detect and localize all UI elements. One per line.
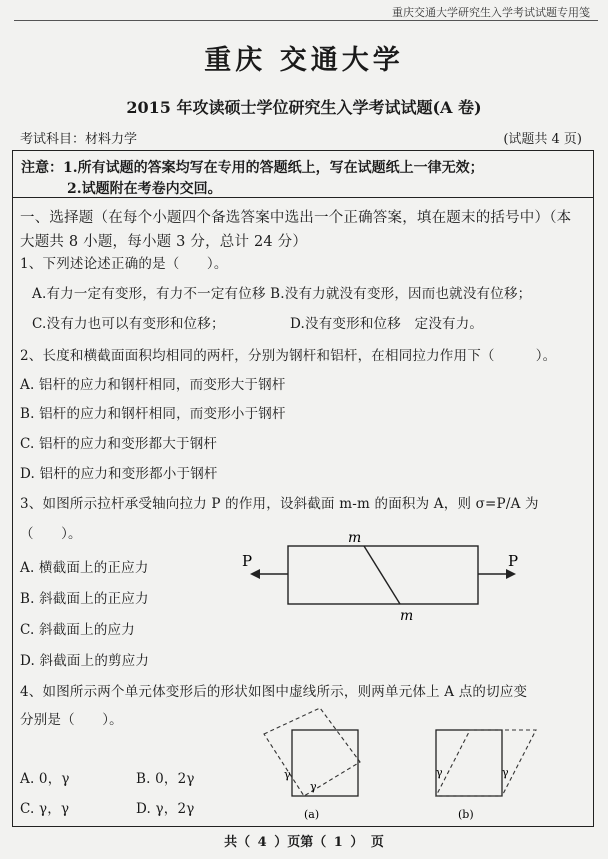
exam-subject: 考试科目：材料力学: [20, 132, 138, 147]
q4-stem-2: 分别是（ ）。: [20, 712, 123, 728]
right-load-arrow: [478, 569, 516, 579]
bar-body: [288, 546, 478, 604]
q3-option-c: C. 斜截面上的应力: [20, 622, 135, 638]
section-heading-1: 一、选择题（在每个小题四个备选答案中选出一个正确答案，填在题末的括号中）（本: [20, 210, 572, 226]
element-b: [436, 730, 536, 821]
q2-option-d: D. 铝杆的应力和变形都小于钢杆: [20, 466, 218, 482]
q1-option-c: C.没有力也可以有变形和位移；: [32, 316, 225, 332]
q1-option-d: D.没有变形和位移 定没有力。: [290, 316, 484, 332]
q4-option-a: A. 0，γ: [20, 771, 70, 787]
page-footer: 共（ 4 ）页第（ 1 ） 页: [224, 835, 384, 850]
q4-option-c: C. γ，γ: [20, 801, 70, 817]
section-label-bottom: m: [400, 608, 414, 624]
section-label-top: m: [348, 530, 362, 546]
header-note: 重庆交通大学研究生入学考试试题专用笺: [392, 6, 590, 19]
element-a-gamma-left: γ: [284, 768, 291, 781]
notice-line-2: 2.试题附在考卷内交回。: [67, 181, 222, 197]
oblique-section-line: [364, 546, 400, 604]
page-count: (试题共 4 页): [503, 132, 582, 147]
q2-option-c: C. 铝杆的应力和变形都大于钢杆: [20, 436, 218, 452]
figure-b-label: (b): [458, 808, 474, 821]
q4-option-b: B. 0，2γ: [136, 771, 195, 787]
q4-option-d: D. γ，2γ: [136, 801, 195, 817]
left-load-label: P: [242, 552, 253, 570]
q3-option-b: B. 斜截面上的正应力: [20, 591, 149, 607]
q3-tension-bar-figure: [240, 528, 530, 628]
university-title: 重庆 交通大学: [204, 45, 404, 76]
element-b-deformed-shape: [436, 730, 536, 796]
q3-stem-1: 3、如图所示拉杆承受轴向拉力 P 的作用，设斜截面 m-m 的面积为 A，则 σ=P/A 为: [20, 496, 539, 512]
right-load-label: P: [508, 552, 519, 570]
figure-a-label: (a): [304, 808, 320, 821]
q1-option-ab: A.有力一定有变形，有力不一定有位移 B.没有力就没有变形，因而也就没有位移；: [32, 286, 532, 302]
q2-option-a: A. 铝杆的应力和钢杆相同，而变形大于钢杆: [20, 377, 286, 393]
header-rule: [14, 20, 598, 21]
element-b-square: [436, 730, 502, 796]
notice-line-1: 注意：1.所有试题的答案均写在专用的答题纸上，写在试题纸上一律无效；: [21, 160, 484, 176]
q3-option-a: A. 横截面上的正应力: [20, 560, 149, 576]
element-b-gamma-right: γ: [502, 766, 509, 779]
section-heading-2: 大题共 8 小题，每小题 3 分，总计 24 分）: [20, 234, 308, 250]
element-b-gamma-left: γ: [436, 766, 443, 779]
q4-stem-1: 4、如图所示两个单元体变形后的形状如图中虚线所示，则两单元体上 A 点的切应变: [20, 684, 528, 700]
notice-box: [12, 150, 594, 198]
q4-element-figures: [250, 700, 540, 826]
element-a-square: [292, 730, 358, 796]
q2-stem: 2、长度和横截面面积均相同的两杆，分别为钢杆和铝杆，在相同拉力作用下（ ）。: [20, 348, 557, 364]
element-a-gamma-bottom: γ: [310, 780, 317, 793]
q2-option-b: B. 铝杆的应力和钢杆相同，而变形小于钢杆: [20, 406, 286, 422]
left-load-arrow: [250, 569, 288, 579]
q3-option-d: D. 斜截面上的剪应力: [20, 653, 150, 669]
element-a: [264, 708, 360, 821]
q1-stem: 1、下列述论述正确的是（ ）。: [20, 256, 228, 272]
exam-title: 2015 年攻读硕士学位研究生入学考试试题(A 卷): [126, 98, 482, 117]
q3-stem-2: （ ）。: [20, 526, 82, 542]
